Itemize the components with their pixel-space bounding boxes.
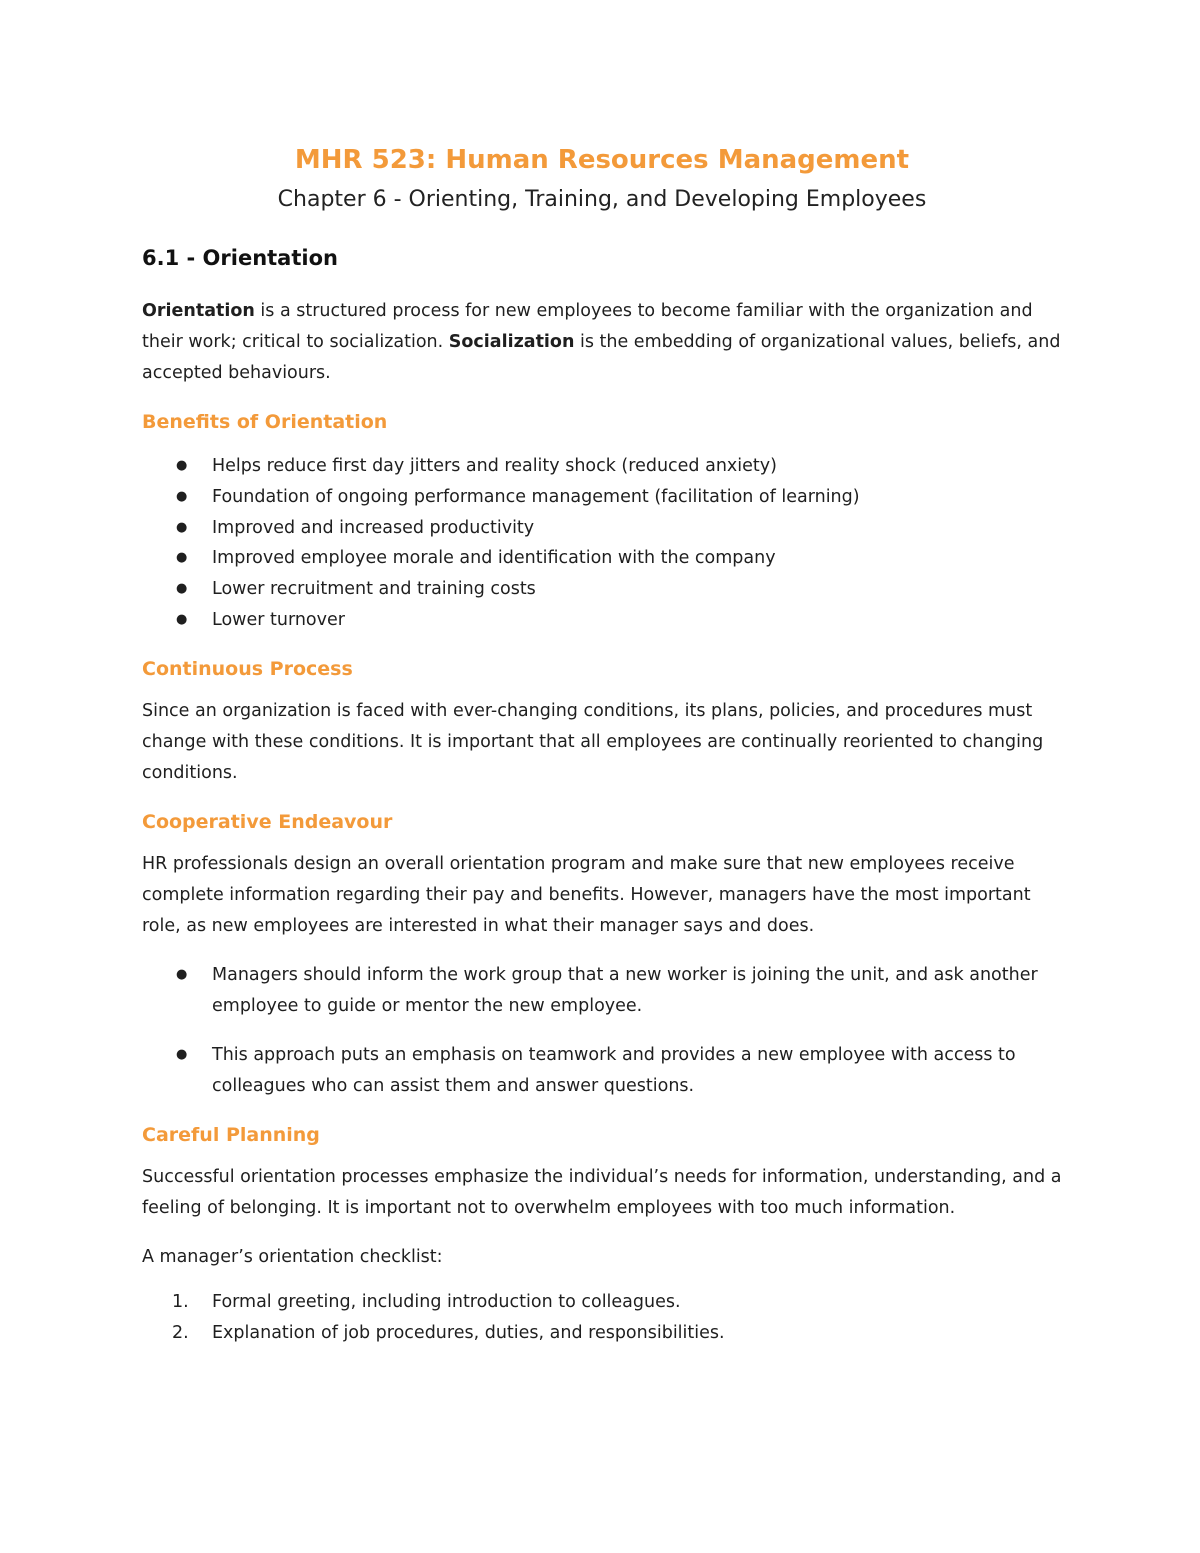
checklist (142, 1287, 1062, 1349)
checklist-item (142, 1318, 1062, 1349)
bullet-icon: ● (176, 458, 188, 473)
document-subtitle: Chapter 6 - Orienting, Training, and Developing Employees (277, 187, 927, 212)
cooperative-paragraph: HR professionals design an overall orientation program and make sure that new employees receive complete information regarding their pay and benefits. However, managers have the most important role, as new employees are interested in what their manager says and does. (142, 853, 1031, 936)
list-item (142, 574, 1062, 605)
cooperative-heading: Cooperative Endeavour (142, 810, 393, 833)
bullet-icon: ● (176, 519, 188, 535)
planning-heading: Careful Planning (142, 1123, 320, 1146)
list-item-text: Managers should inform the work group that a new worker is joining the unit, and ask another employee to guide or mentor the new employee. (212, 964, 1038, 1016)
intro-paragraph (142, 296, 1062, 389)
cooperative-list (142, 960, 1062, 1102)
bullet-icon: ● (176, 1047, 188, 1063)
bullet-icon: ● (176, 488, 188, 504)
socialization-term: Socialization (448, 332, 575, 352)
checklist-number: 2. (172, 1322, 189, 1343)
list-item (142, 605, 1062, 636)
list-item-text: Improved employee morale and identification with the company (212, 548, 776, 569)
bullet-icon: ● (176, 966, 188, 982)
list-item (142, 482, 1062, 513)
checklist-number: 1. (172, 1291, 189, 1312)
checklist-intro: A manager’s orientation checklist: (142, 1246, 443, 1267)
checklist-text: Formal greeting, including introduction to colleagues. (212, 1291, 681, 1312)
list-item-text: Helps reduce first day jitters and reality shock (reduced anxiety) (212, 456, 777, 476)
checklist-text: Explanation of job procedures, duties, and responsibilities. (212, 1322, 725, 1343)
document-title: MHR 523: Human Resources Management (294, 145, 910, 175)
bullet-icon: ● (176, 611, 188, 627)
list-item (142, 513, 1062, 544)
list-item-text: Foundation of ongoing performance management (facilitation of learning) (212, 486, 860, 507)
checklist-item (142, 1287, 1062, 1318)
continuous-paragraph: Since an organization is faced with ever-changing conditions, its plans, policies, and procedures must change with these conditions. It is important that all employees are continually reoriented to changing conditions. (142, 700, 1044, 783)
list-item-text: This approach puts an emphasis on teamwork and provides a new employee with access to colleagues who can assist them and answer questions. (212, 1045, 1016, 1097)
section-heading: 6.1 - Orientation (142, 246, 338, 270)
orientation-term: Orientation (142, 301, 255, 321)
list-item (142, 451, 1062, 482)
bullet-icon: ● (176, 550, 188, 566)
intro-text-1: is a structured process for new employees to become familiar with the organization and their work; critical to socialization. (142, 301, 1033, 352)
bullet-icon: ● (176, 581, 188, 597)
document-content (142, 140, 1062, 1349)
list-item-text: Lower recruitment and training costs (212, 579, 536, 600)
list-item (142, 1040, 1062, 1102)
list-item-text: Lower turnover (212, 609, 345, 630)
benefits-heading: Benefits of Orientation (142, 411, 388, 433)
planning-paragraph: Successful orientation processes emphasize the individual’s needs for information, understanding, and a feeling of belonging. It is important not to overwhelm employees with too much information. (142, 1166, 1062, 1218)
list-item (142, 543, 1062, 574)
intro-text-2: is the embedding of organizational values, beliefs, and accepted behaviours. (142, 332, 1061, 383)
list-item-text: Improved and increased productivity (212, 517, 535, 538)
benefits-list (142, 451, 1062, 636)
continuous-heading: Continuous Process (142, 657, 353, 680)
list-item (142, 960, 1062, 1022)
